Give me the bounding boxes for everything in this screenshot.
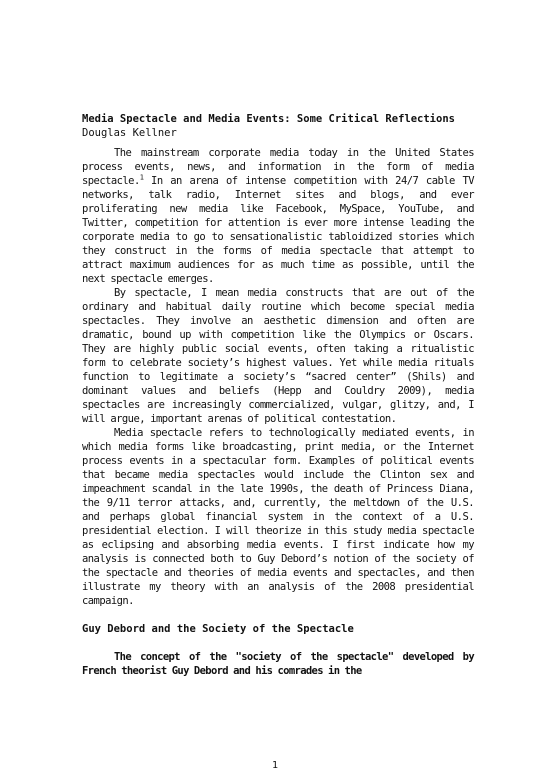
footnote-marker[interactable]: 1 — [139, 173, 144, 182]
page-number: 1 — [271, 760, 279, 771]
section-paragraph: The concept of the "society of the spectacle" developed by French theorist Guy Debord and his comrades in the — [82, 651, 474, 677]
paragraph-3: Media spectacle refers to technologically mediated events, in which media forms like broadcasting, print media, or the Internet process events in a spectacular form. Examples of political events that became media spectacles would include the Clinton sex and impeachment scandal in the late 1990s, the death of Princess Diana, the 9/11 terror attacks, and, currently, the meltdown of the U.S. and perhaps global financial system in the context of a U.S. presidential election. I will theorize in this study media spectacle as eclipsing and absorbing media events. I first indicate how my analysis is connected both to Guy Debord’s notion of the society of the spectacle and theories of media events and spectacles, and then illustrate my theory with an analysis of the 2008 presidential campaign. — [82, 427, 474, 607]
section-heading: Guy Debord and the Society of the Spectacle — [82, 623, 354, 635]
document-author: Douglas Kellner — [82, 127, 177, 139]
paragraph-1 — [82, 146, 474, 286]
paragraph-1-text-a: The mainstream corporate media today in the United States process events, news, and information in the form of media spectacle. — [82, 147, 474, 187]
paragraph-2: By spectacle, I mean media constructs that are out of the ordinary and habitual daily routine which become special media spectacles. They involve an aesthetic dimension and often are dramatic, bound up with competition like the Olympics or Oscars. They are highly public social events, often taking a ritualistic form to celebrate society’s highest values. Yet while media rituals function to legitimate a society’s “sacred center” (Shils) and dominant values and beliefs (Hepp and Couldry 2009), media spectacles are increasingly commercialized, vulgar, glitzy, and, I will argue, important arenas of political contestation. — [82, 287, 474, 425]
paragraph-1-text-b: In an arena of intense competition with 24/7 cable TV networks, talk radio, Internet sites and blogs, and ever proliferating new media like Facebook, MySpace, YouTube, and Twitter, competition for attention is ever more intense leading the corporate media to go to sensationalistic tabloidized stories which they construct in the forms of media spectacle that attempt to attract maximum audiences for as much time as possible, until the next spectacle emerges. — [82, 175, 474, 285]
document-title: Media Spectacle and Media Events: Some Critical Reflections — [82, 113, 455, 125]
